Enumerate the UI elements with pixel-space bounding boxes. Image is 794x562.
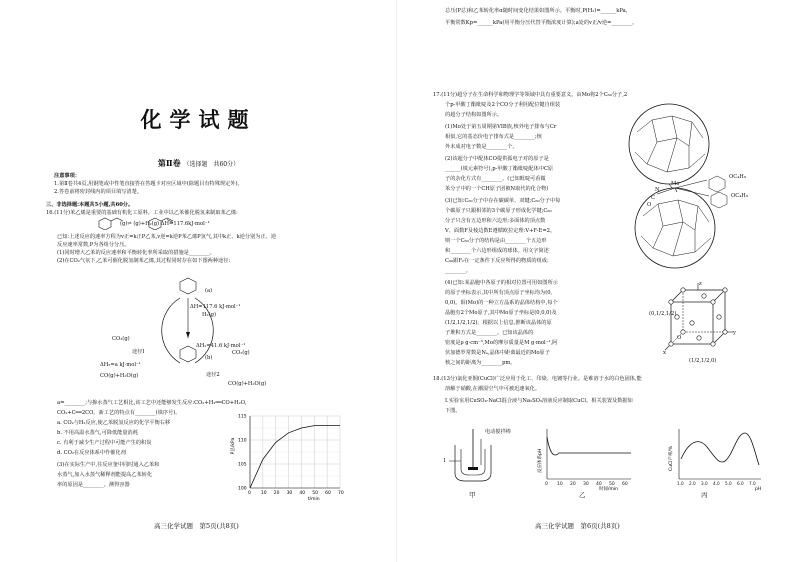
question-line: (3)在实际生产中,往反应釜中同时通入乙苯和	[57, 462, 160, 468]
bing-xtick: 5.0	[725, 481, 732, 486]
question-line: ______(填元素符号),p-甲酸丁酯吡啶配体中C原	[445, 166, 554, 172]
question-line: (2)该超分子中配体CO提供孤电子对的原子是	[445, 156, 549, 162]
x-tick-label: 60	[325, 491, 331, 496]
question-line: (4)已知:某晶胞中各原子的相对位置可用如图所示	[445, 280, 558, 286]
question-line: a=________;与掺水蒸气工艺相比,该工艺中还能够发生反应:CO₂+H₂══CO+H₂O,	[57, 400, 247, 406]
chart-yi	[535, 425, 635, 491]
cycle-co: CO(g)+H₂O(g)	[100, 373, 139, 379]
question-line: 密度是ρ g·cm⁻³,Mo的摩尔质量是M g·mol⁻¹,阿	[445, 340, 558, 346]
x-tick-label: 0	[248, 491, 251, 496]
complex-ester-1: OC₄H₉	[729, 174, 746, 180]
cycle-co2b: CO₂(g)	[232, 350, 250, 356]
bing-xtick: 2.0	[689, 481, 696, 486]
cycle-dh3: ΔH₃=a kJ·mol⁻¹	[100, 362, 141, 368]
question-line: 0,0)。钼(Mo)的一种立方晶系的晶体结构中,每个	[445, 300, 558, 306]
x-tick-label: 20	[273, 491, 280, 496]
complex-ester-2: OC₄H₉	[731, 193, 748, 199]
exam-title: 化学试题	[140, 107, 257, 132]
question-line: 16.(11分)苯乙烯是重要的基础有机化工原料。工业中以乙苯催化脱氢来制取苯乙烯:	[46, 210, 238, 216]
bing-ylabel: CuCl产率/%	[669, 445, 674, 471]
question-line: 平衡常数Kp=______kPa(用平衡分压代替平衡浓度计算);a处的v正/v逆=________。	[445, 20, 638, 26]
yi-ylabel: 反应体系pH	[538, 448, 543, 473]
crystal-axis-x: x	[663, 350, 666, 356]
bing-xtick: 6.0	[737, 481, 744, 486]
question-line: 子堆积方式是________。已知该晶体的	[445, 330, 534, 336]
page-footer: 高三化学试题 第6页(共8页)	[535, 522, 620, 530]
notes-heading: 注意事项：	[54, 173, 80, 179]
question-line: 外未成对电子数是________个。	[445, 144, 518, 150]
cycle-dh2: ΔH₂=41.6 kJ·mol⁻¹	[196, 343, 246, 349]
cycle-h2: H₂(g)	[202, 312, 216, 318]
question-line: 分子只含有五边形和六边形;多面体的顶点数	[445, 218, 546, 224]
question-line: ________。	[445, 268, 471, 274]
question-line: 的原子坐标表示,其中所有顶点原子坐标均为(0,	[445, 290, 553, 296]
question-line: (2)在CO₂气氛下,乙苯可催化脱氢制苯乙烯,其过程同时存在如下图两种途径:	[57, 258, 231, 264]
bing-xtick-labels	[677, 481, 756, 486]
question-line: 率的原因是________。测得容器	[57, 482, 130, 488]
section-title-sub: （选择题 共60分）	[183, 161, 240, 168]
option-line: c. 有利于减少生产过程中可能产生的积炭	[57, 440, 152, 446]
c60-sphere-bottom	[635, 188, 715, 268]
complex-o: O	[647, 202, 652, 208]
bing-xtick: 7.0	[749, 481, 756, 486]
note-line: 2.答卷前将密封线内的项目填写清楚。	[54, 189, 142, 195]
option-line: a. CO₂与H₂反应,使乙苯脱氢反应的化学平衡右移	[57, 420, 171, 426]
y-tick-label: 100	[238, 486, 247, 492]
cycle-co2: CO₂(g)	[112, 336, 130, 342]
crystal-cell-diagram	[659, 280, 739, 365]
yi-xtick: 40	[596, 482, 602, 487]
question-line: (1/2,1/2,1/2)。根据以上信息,推断该晶体的原	[445, 320, 552, 326]
x-tick-label: 70	[338, 491, 344, 496]
right-page	[397, 0, 794, 562]
benzene-ring-b	[180, 346, 196, 362]
question-line: 已知:上述反应的速率方程为v正=k正P乙苯,v逆=k逆P苯乙烯P氢气,其中k正、k逆分别为正、逆	[57, 234, 277, 240]
figure-caption-yi: 乙	[579, 491, 586, 499]
chart-bing	[665, 425, 765, 491]
stirrer-label: 电动搅拌棒	[485, 429, 511, 435]
question-line: 苯分子中的一个CH原子团被N取代的化合物)	[445, 186, 549, 192]
option-line: b. 不用高温水蒸气,可降低能量消耗	[57, 430, 138, 436]
cycle-label-a: (a)	[205, 288, 213, 294]
section-title	[0, 158, 397, 169]
apparatus-label-1: 1	[443, 458, 447, 464]
benzene-ring-a	[180, 278, 196, 294]
yi-xtick: 30	[583, 482, 589, 487]
x-tick-label: 30	[286, 491, 293, 496]
yi-xtick: 50	[609, 482, 615, 487]
x-tick-label: 10	[260, 491, 267, 496]
crystal-origin: O	[677, 335, 682, 341]
yi-xtick: 0	[545, 482, 548, 487]
question-line: (3)已知:C₆₀分子中存在碳碳单、双键;C₆₀分子中每	[445, 198, 561, 204]
question-line: 溶解于硝酸,在潮湿空气中可被迅速氧化。	[445, 386, 541, 392]
x-tick-label: 40	[299, 491, 306, 496]
bing-xtick: 1.0	[677, 481, 684, 486]
complex-mo: Mo	[671, 181, 680, 187]
question-line: 的超分子结构如图所示。	[445, 112, 503, 118]
question-line: 反应速率常数,P为各组分分压。	[57, 242, 130, 248]
bing-xtick: 4.0	[713, 481, 720, 486]
cycle-path1: 途径Ⅰ	[132, 349, 145, 355]
question-line: Ⅰ.实验室用CuSO₄-NaCl混合液与Na₂SO₃溶液反应制取CuCl。相关装置及数据如	[445, 398, 633, 404]
question-line: 和________个六边形组成的球体。用文字简述	[445, 248, 549, 254]
figure-caption-bing: 丙	[701, 491, 708, 499]
complex-c: C	[651, 195, 655, 201]
question-line: 18.(13分)氯化亚铜(CuCl)广泛应用于化工、印染、电镀等行业。是难溶于水的白色固体,能	[433, 376, 642, 382]
question-line: 则一个C₆₀分子的结构是由________个五边形	[445, 238, 547, 244]
yi-xlabel: 时间/min	[599, 487, 619, 491]
yi-xtick: 60	[622, 482, 628, 487]
question-line: 晶胞有2个Mo原子,其中Mo原子坐标是(0,0,0)及	[445, 310, 557, 316]
question-line: 伏加德罗常数是Nₐ,晶体中距离最近的Mo原子	[445, 350, 550, 356]
figure-caption-jia: 甲	[469, 491, 476, 499]
question-line: 17.(11分)超分子在生命科学和物理学等领域中具有重要意义。由Mo将2个C₆₀分子,2	[433, 92, 628, 98]
part-heading: 三、非选择题:本题共5小题,共60分。	[46, 202, 134, 208]
question-line: (1)同时增大乙苯的反应速率和平衡转化率所采取的措施是________。	[57, 250, 215, 256]
y-axis-label: P总/kPa	[231, 437, 236, 455]
y-tick-label: 110	[238, 438, 247, 444]
question-line: (1)Mo处于第五周期第VIB族,核外电子排布与Cr	[445, 124, 557, 130]
bing-xtick: 3.0	[701, 481, 708, 486]
cycle-cob: CO(g)+H₂O(g)	[228, 381, 267, 387]
question-line: 子的杂化方式有________。(已知吡啶可看做	[445, 176, 546, 182]
question-line: CO₂+C══2CO。新工艺的特点有________(填序号)。	[57, 410, 181, 416]
crystal-coord-2: (1/2,1/2,0)	[689, 358, 717, 364]
crystal-axis-z: z	[699, 281, 702, 287]
question-line: 总压(P总)和乙苯转化率α随时间变化结果如图所示。平衡时,P(H₂)=______kPa,	[445, 8, 628, 14]
x-axis-label: t/min	[307, 497, 320, 502]
question-line: 核之间的距离为________pm。	[445, 360, 516, 366]
bing-xlabel: pH	[755, 487, 762, 491]
question-line: 个碳原子只跟相邻的3个碳原子形成化学键;C₆₀	[445, 208, 552, 214]
question-line: 个p-甲酸丁酯吡啶及2个CO分子利用配位键自组装	[445, 102, 561, 108]
c60-sphere-top	[629, 104, 709, 184]
crystal-coord-1: (0,1/2,1/2)	[649, 311, 677, 317]
crystal-axis-y: y	[733, 330, 736, 336]
option-line: d. CO₂在反应体系中作催化剂	[57, 450, 126, 456]
question-line: C₆₀跟F₂在一定条件下反应所得的物质的组成:	[445, 258, 549, 264]
yi-xtick: 10	[557, 482, 563, 487]
section-title-main: 第Ⅱ卷	[157, 158, 181, 168]
y-tick-label: 115	[238, 414, 247, 420]
question-line: V、面数F及棱边数E遵循欧拉定理:V+F-E=2。	[445, 228, 556, 234]
reaction-cycle-diagram	[120, 268, 290, 388]
question-line: 水蒸气,加入水蒸气稀释剂能提高乙苯转化	[57, 472, 153, 478]
question-line: 相似,它的基态价电子排布式是________;核	[445, 134, 542, 140]
cycle-label-b: (b)	[205, 355, 213, 361]
cycle-path2: 途径2	[206, 372, 220, 378]
cycle-dh1: ΔH=117.6 kJ·mol⁻¹	[190, 304, 241, 310]
note-line: 1.第Ⅱ卷共4页,用钢笔或中性笔直接答在答题卡对应区域中(除题目有特殊规定外)。	[54, 181, 243, 187]
question-line: 下图。	[445, 408, 461, 414]
x-tick-label: 50	[312, 491, 319, 496]
complex-n: N	[655, 187, 660, 193]
pressure-time-chart	[228, 410, 348, 505]
y-tick-label: 105	[238, 462, 247, 468]
supramolecule-diagram	[617, 102, 767, 270]
series-line-total-pressure	[250, 426, 340, 488]
page-footer: 高三化学试题 第5页(共8页)	[154, 522, 239, 530]
reaction-equation: (g)⇌ (g)+H₂(g) ΔH=117.6kJ·mol⁻¹	[120, 221, 210, 227]
yi-xtick: 20	[570, 482, 576, 487]
